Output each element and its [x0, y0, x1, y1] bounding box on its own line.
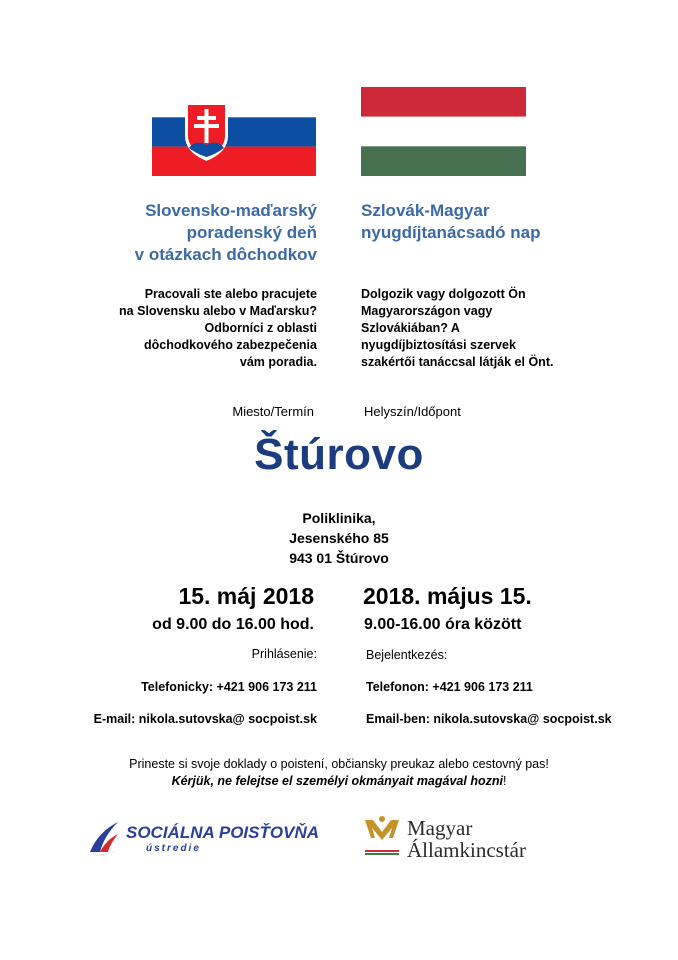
email-slovak[interactable]: E-mail: nikola.sutovska@ socpoist.sk	[93, 712, 317, 726]
intro-slovak-line: vám poradia.	[239, 355, 317, 369]
magyar-allamkincstar-logo	[363, 814, 563, 862]
mak-line2: Államkincstár	[407, 838, 526, 862]
heading-hungarian-line: nyugdíjtanácsadó nap	[361, 223, 541, 242]
socialna-poistovna-title: SOCIÁLNA POISŤOVŇA	[126, 823, 319, 842]
city-name: Štúrovo	[254, 430, 424, 479]
place-label-slovak: Miesto/Termín	[232, 404, 314, 419]
socialna-poistovna-logo	[88, 818, 358, 858]
heading-slovak-line: poradenský deň	[186, 223, 317, 242]
heading-slovak-line: Slovensko-maďarský	[145, 201, 317, 220]
phone-slovak[interactable]: Telefonicky: +421 906 173 211	[141, 680, 317, 694]
socialna-poistovna-emblem-icon	[90, 822, 122, 855]
intro-hungarian-line: Szlovákiában? A	[361, 321, 460, 335]
address-line: Poliklinika,	[302, 510, 376, 526]
place-label-hungarian: Helyszín/Időpont	[364, 404, 461, 419]
date-hungarian: 2018. május 15.	[363, 583, 532, 609]
address	[0, 508, 678, 568]
intro-hungarian-line: Magyarországon vagy	[361, 304, 493, 318]
slovak-flag	[152, 88, 316, 176]
phone-hungarian[interactable]: Telefonon: +421 906 173 211	[366, 680, 533, 694]
hours-slovak: od 9.00 do 16.00 hod.	[152, 616, 314, 633]
intro-slovak-line: dôchodkového zabezpečenia	[144, 338, 317, 352]
address-line: Jesenského 85	[289, 530, 389, 546]
heading-slovak	[135, 200, 317, 266]
hours-hungarian: 9.00-16.00 óra között	[364, 616, 522, 633]
mak-line1: Magyar	[407, 816, 473, 840]
intro-hungarian-line: szakértői tanáccsal látják el Önt.	[361, 355, 554, 369]
footer-note: Prineste si svoje doklady o poistení, občiansky preukaz alebo cestovný pas! Kérjük, ne felejtse el személyi okmányait magával hozni!	[0, 756, 678, 790]
footer-line-hungarian: Kérjük, ne felejtse el személyi okmányait magával hozni	[171, 774, 503, 788]
footer-line-slovak: Prineste si svoje doklady o poistení, občiansky preukaz alebo cestovný pas!	[129, 757, 549, 771]
socialna-poistovna-subtitle: ústredie	[146, 843, 201, 854]
registration-label-slovak: Prihlásenie:	[251, 647, 317, 661]
date-slovak: 15. máj 2018	[178, 583, 314, 609]
intro-hungarian-line: Dolgozik vagy dolgozott Ön	[361, 287, 526, 301]
intro-slovak-line: na Slovensku alebo v Maďarsku?	[119, 304, 317, 318]
intro-slovak-line: Odborníci z oblasti	[204, 321, 317, 335]
intro-slovak-line: Pracovali ste alebo pracujete	[144, 287, 317, 301]
heading-hungarian-line: Szlovák-Magyar	[361, 201, 490, 220]
registration-label-hungarian: Bejelentkezés:	[366, 648, 448, 662]
address-line: 943 01 Štúrovo	[289, 550, 389, 566]
intro-slovak	[119, 286, 317, 371]
mak-crown-icon	[365, 816, 399, 840]
heading-slovak-line: v otázkach dôchodkov	[134, 245, 317, 264]
intro-hungarian-line: nyugdíjbiztosítási szervek	[361, 338, 516, 352]
intro-hungarian	[361, 286, 553, 371]
heading-hungarian	[361, 200, 540, 244]
hungarian-flag	[361, 87, 526, 176]
email-hungarian[interactable]: Email-ben: nikola.sutovska@ socpoist.sk	[366, 712, 612, 726]
